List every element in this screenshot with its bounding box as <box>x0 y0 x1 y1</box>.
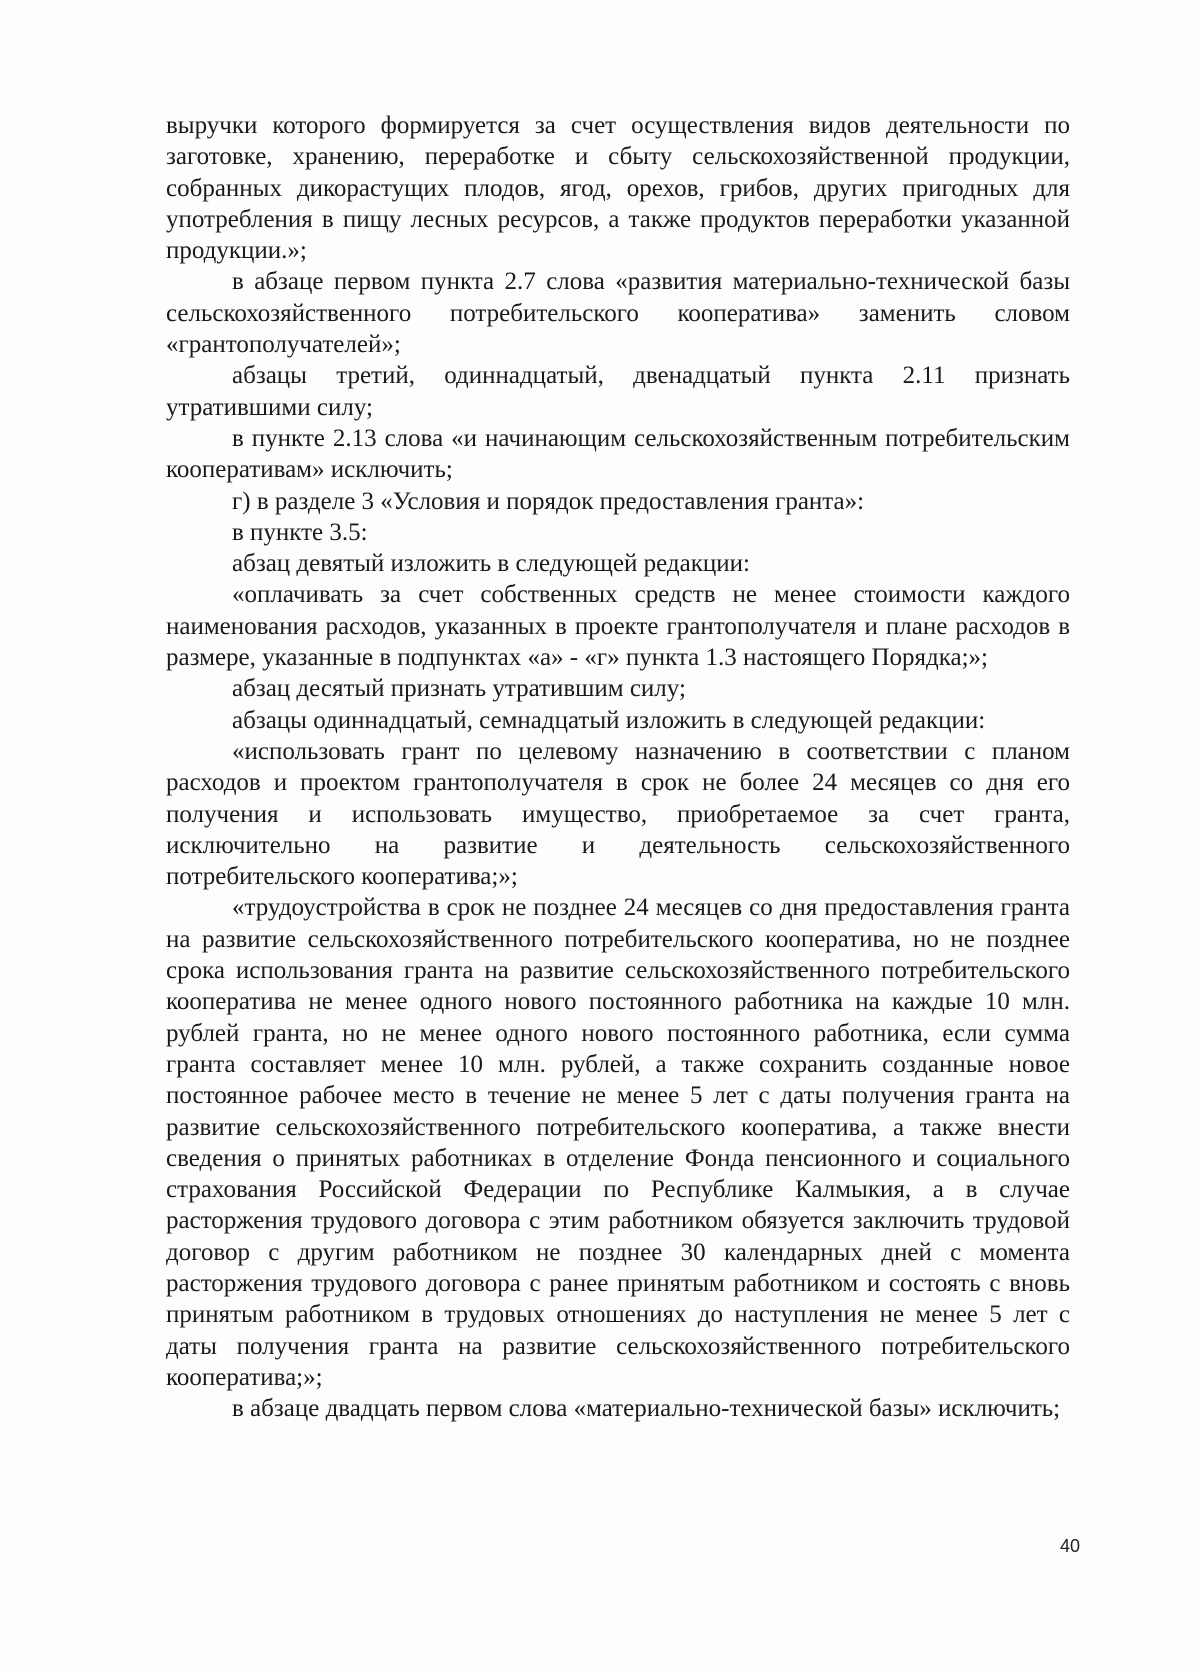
paragraph-continuation: выручки которого формируется за счет осуществления видов деятельности по заготовке, хранению, переработке и сбыту сельскохозяйственной продукции, собранных дикорастущих плодов, ягод, орехов, грибов, других пригодных для употребления в пищу лесных ресурсов, а также продуктов переработки указанной продукции.»; <box>166 112 1070 265</box>
paragraph-tenth-abzac: абзац десятый признать утратившим силу; <box>232 675 686 703</box>
paragraph-clause-2-13: в пункте 2.13 слова «и начинающим сельскохозяйственным потребительским кооперативам» исключить; <box>166 424 1070 484</box>
paragraph-eleventh-seventeenth: абзацы одиннадцатый, семнадцатый изложить в следующей редакции: <box>232 706 986 734</box>
paragraph-quote-grant-use: «использовать грант по целевому назначению в соответствии с планом расходов и проектом грантополучателя в срок не более 24 месяцев со дня его получения и использовать имущество, приобретаемое за счет гранта, исключительно на развитие и деятельность сельскохозяйственного потребительского кооператива;»; <box>166 737 1070 891</box>
paragraph-quote-employment: «трудоустройства в срок не позднее 24 месяцев со дня предоставления гранта на развитие сельскохозяйственного потребительского кооператива, но не позднее срока использования гранта на развитие сельскохозяйственного потребительского кооператива не менее одного нового постоянного работника на каждые 10 млн. рублей гранта, но не менее одного нового постоянного работника, если сумма гранта составляет менее 10 млн. рублей, а также сохранить созданные новое постоянное рабочее место в течение не менее 5 лет с даты получения гранта на развитие сельскохозяйственного потребительского кооператива, а также внести сведения о принятых работниках в отделение Фонда пенсионного и социального страхования Российской Федерации по Республике Калмыкия, а в случае расторжения трудового договора с этим работником обязуется заключить трудовой договор с другим работником не позднее 30 календарных дней с момента расторжения трудового договора с ранее принятым работником и состоять с вновь принятым работником в трудовых отношениях до наступления не менее 5 лет с даты получения гранта на развитие сельскохозяйственного потребительского кооператива;»; <box>166 894 1070 1391</box>
paragraph-twenty-first: в абзаце двадцать первом слова «материально-технической базы» исключить; <box>232 1395 1061 1423</box>
paragraph-clause-2-11: абзацы третий, одиннадцатый, двенадцатый пункта 2.11 признать утратившими силу; <box>166 362 1070 421</box>
paragraph-clause-3-5: в пункте 3.5: <box>232 518 368 546</box>
document-body <box>166 110 1070 1424</box>
paragraph-ninth-abzac: абзац девятый изложить в следующей редакции: <box>232 550 750 578</box>
paragraph-clause-2-7: в абзаце первом пункта 2.7 слова «развития материально-технической базы сельскохозяйственного потребительского кооператива» заменить словом «грантополучателей»; <box>166 268 1070 359</box>
paragraph-section-3: г) в разделе 3 «Условия и порядок предоставления гранта»: <box>232 487 865 515</box>
paragraph-quote-payment: «оплачивать за счет собственных средств не менее стоимости каждого наименования расходов, указанных в проекте грантополучателя и плане расходов в размере, указанные в подпунктах «а» - «г» пункта 1.3 настоящего Порядка;»; <box>166 581 1070 672</box>
page-number: 40 <box>1059 1536 1080 1556</box>
